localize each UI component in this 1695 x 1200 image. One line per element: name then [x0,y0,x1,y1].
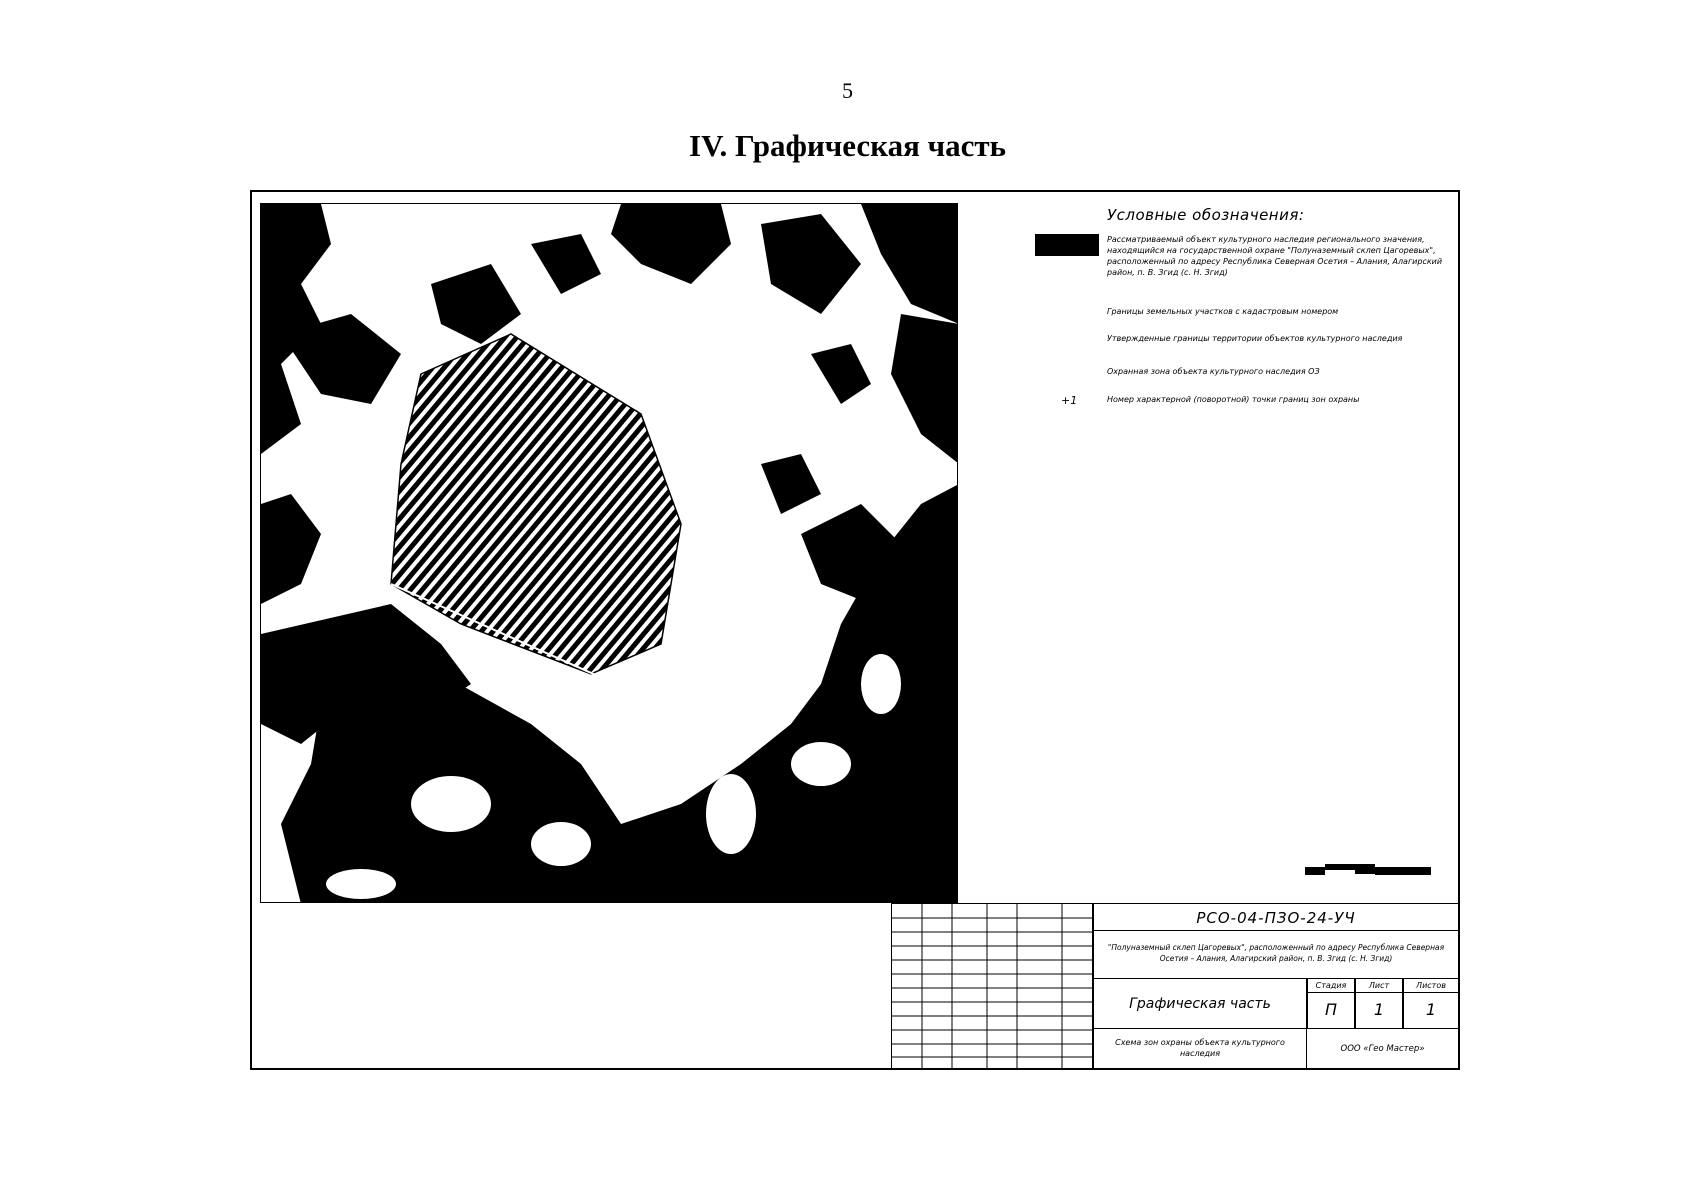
stage-header: Стадия [1307,979,1355,993]
sheet-header: Лист [1355,979,1403,993]
sheets-header: Листов [1403,979,1459,993]
schema-name: Схема зон охраны объекта культурного наследия [1093,1029,1307,1069]
object-description: "Полуназемный склеп Цагоревых", расположенный по адресу Республика Северная Осетия – Алания, Алагирский район, п. В. Згид (с. Н. Згид) [1093,931,1459,979]
drawing-code: РСО-04-ПЗО-24-УЧ [1093,903,1459,931]
section-name: Графическая часть [1093,979,1307,1029]
scale-bar [1305,856,1431,902]
plus-point-icon: +1 [1061,394,1078,407]
legend-swatch-object [1035,234,1099,256]
sheet-value: 1 [1355,993,1403,1029]
legend-item-point-number: Номер характерной (поворотной) точки границ зон охраны [1107,395,1360,404]
stamp-signature-grid [891,903,1093,1069]
legend-title: Условные обозначения: [1107,206,1305,224]
legend-item-land-borders: Границы земельных участков с кадастровым номером [1107,307,1339,316]
stage-value: П [1307,993,1355,1029]
sheets-value: 1 [1403,993,1459,1029]
legend-item-protection-zone: Охранная зона объекта культурного наследия ОЗ [1107,367,1320,376]
legend-item-approved-borders: Утвержденные границы территории объектов культурного наследия [1107,334,1403,343]
page-title: IV. Графическая часть [689,128,1006,163]
title-block [891,903,1459,1069]
page-number: 5 [842,78,853,103]
map-image [260,203,958,903]
legend-item-object: Рассматриваемый объект культурного наследия регионального значения, находящийся на государственной охране "Полуназемный склеп Цагоревых", расположенный по адресу Республика Северная Осетия – Алания, Алагирский район, п. В. Згид (с. Н. Згид) [1107,235,1443,277]
organization-name: ООО «Гео Мастер» [1307,1029,1459,1069]
